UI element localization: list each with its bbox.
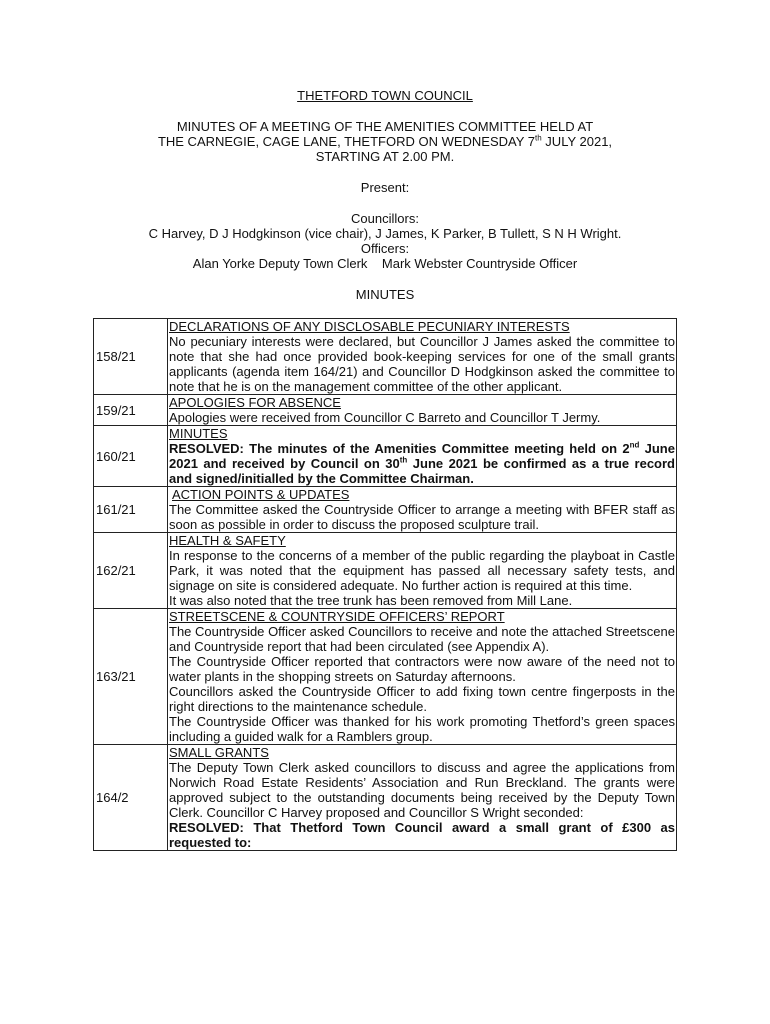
item-number: 163/21 bbox=[94, 609, 168, 745]
item-body: In response to the concerns of a member of the public regarding the playboat in Castle Park, it was noted that the equipment has passed all necessary safety tests, and signage on site is considered adequate. No further action is required at this time. bbox=[169, 548, 675, 593]
item-number: 160/21 bbox=[94, 426, 168, 487]
table-row bbox=[94, 319, 677, 395]
item-body: The Committee asked the Countryside Officer to arrange a meeting with BFER staff as soon as possible in order to discuss the proposed sculpture trail. bbox=[169, 502, 675, 532]
item-content bbox=[168, 426, 677, 487]
resolution-text: RESOLVED: That Thetford Town Council award a small grant of £300 as requested to: bbox=[169, 820, 675, 850]
item-body: Councillors asked the Countryside Officer to add fixing town centre fingerposts in the right directions to the maintenance schedule. bbox=[169, 684, 675, 714]
item-content bbox=[168, 487, 677, 533]
minutes-table bbox=[93, 318, 677, 851]
document-header bbox=[0, 88, 770, 302]
item-title: APOLOGIES FOR ABSENCE bbox=[169, 395, 341, 410]
table-row bbox=[94, 533, 677, 609]
present-heading: Present: bbox=[360, 180, 410, 195]
item-number: 159/21 bbox=[94, 395, 168, 426]
item-title: HEALTH & SAFETY bbox=[169, 533, 286, 548]
item-body: Apologies were received from Councillor C Barreto and Councillor T Jermy. bbox=[169, 410, 601, 425]
councillors-heading: Councillors: bbox=[351, 211, 419, 226]
item-body: The Countryside Officer was thanked for his work promoting Thetford’s green spaces including a guided walk for a Ramblers group. bbox=[169, 714, 675, 744]
item-content bbox=[168, 395, 677, 426]
table-row bbox=[94, 487, 677, 533]
meeting-title-line-1: MINUTES OF A MEETING OF THE AMENITIES COMMITTEE HELD AT bbox=[176, 119, 594, 134]
item-title: MINUTES bbox=[169, 426, 228, 441]
item-content bbox=[168, 609, 677, 745]
officers-heading: Officers: bbox=[360, 241, 410, 256]
table-row bbox=[94, 609, 677, 745]
item-number: 162/21 bbox=[94, 533, 168, 609]
officers-list: Alan Yorke Deputy Town Clerk Mark Webster Countryside Officer bbox=[192, 256, 578, 271]
table-row bbox=[94, 426, 677, 487]
item-number: 158/21 bbox=[94, 319, 168, 395]
item-title: SMALL GRANTS bbox=[169, 745, 269, 760]
item-body: The Deputy Town Clerk asked councillors to discuss and agree the applications from Norwich Road Estate Residents’ Association and Run Breckland. The grants were approved subject to the outstanding documents being received by the Deputy Town Clerk. Councillor C Harvey proposed and Councillor S Wright seconded: bbox=[169, 760, 675, 820]
minutes-heading: MINUTES bbox=[355, 287, 415, 302]
item-body: It was also noted that the tree trunk has been removed from Mill Lane. bbox=[169, 593, 573, 608]
item-title: ACTION POINTS & UPDATES bbox=[172, 487, 350, 502]
item-title: STREETSCENE & COUNTRYSIDE OFFICERS’ REPORT bbox=[169, 609, 505, 624]
item-content bbox=[168, 319, 677, 395]
meeting-title-line-2: THE CARNEGIE, CAGE LANE, THETFORD ON WEDNESDAY 7th JULY 2021, bbox=[157, 133, 613, 149]
resolution-text: RESOLVED: The minutes of the Amenities Committee meeting held on 2nd June 2021 and received by Council on 30th June 2021 be confirmed as a true record and signed/initialled by the Committee Chairman. bbox=[169, 440, 675, 486]
meeting-title-line-3: STARTING AT 2.00 PM. bbox=[315, 149, 455, 164]
item-number: 161/21 bbox=[94, 487, 168, 533]
table-row bbox=[94, 745, 677, 851]
item-content bbox=[168, 533, 677, 609]
item-number: 164/2 bbox=[94, 745, 168, 851]
item-body: No pecuniary interests were declared, but Councillor J James asked the committee to note that she had once provided book-keeping services for one of the small grants applicants (agenda item 164/21) and Councillor D Hodgkinson asked the committee to note that he is on the management committee of the other applicant. bbox=[169, 334, 675, 394]
item-body: The Countryside Officer reported that contractors were now aware of the need not to water plants in the shopping streets on Saturday afternoons. bbox=[169, 654, 675, 684]
item-title: DECLARATIONS OF ANY DISCLOSABLE PECUNIARY INTERESTS bbox=[169, 319, 570, 334]
councillors-list: C Harvey, D J Hodgkinson (vice chair), J James, K Parker, B Tullett, S N H Wright. bbox=[148, 226, 622, 241]
council-name: THETFORD TOWN COUNCIL bbox=[297, 88, 473, 103]
table-row bbox=[94, 395, 677, 426]
item-body: The Countryside Officer asked Councillors to receive and note the attached Streetscene and Countryside report that had been circulated (see Appendix A). bbox=[169, 624, 675, 654]
item-content bbox=[168, 745, 677, 851]
